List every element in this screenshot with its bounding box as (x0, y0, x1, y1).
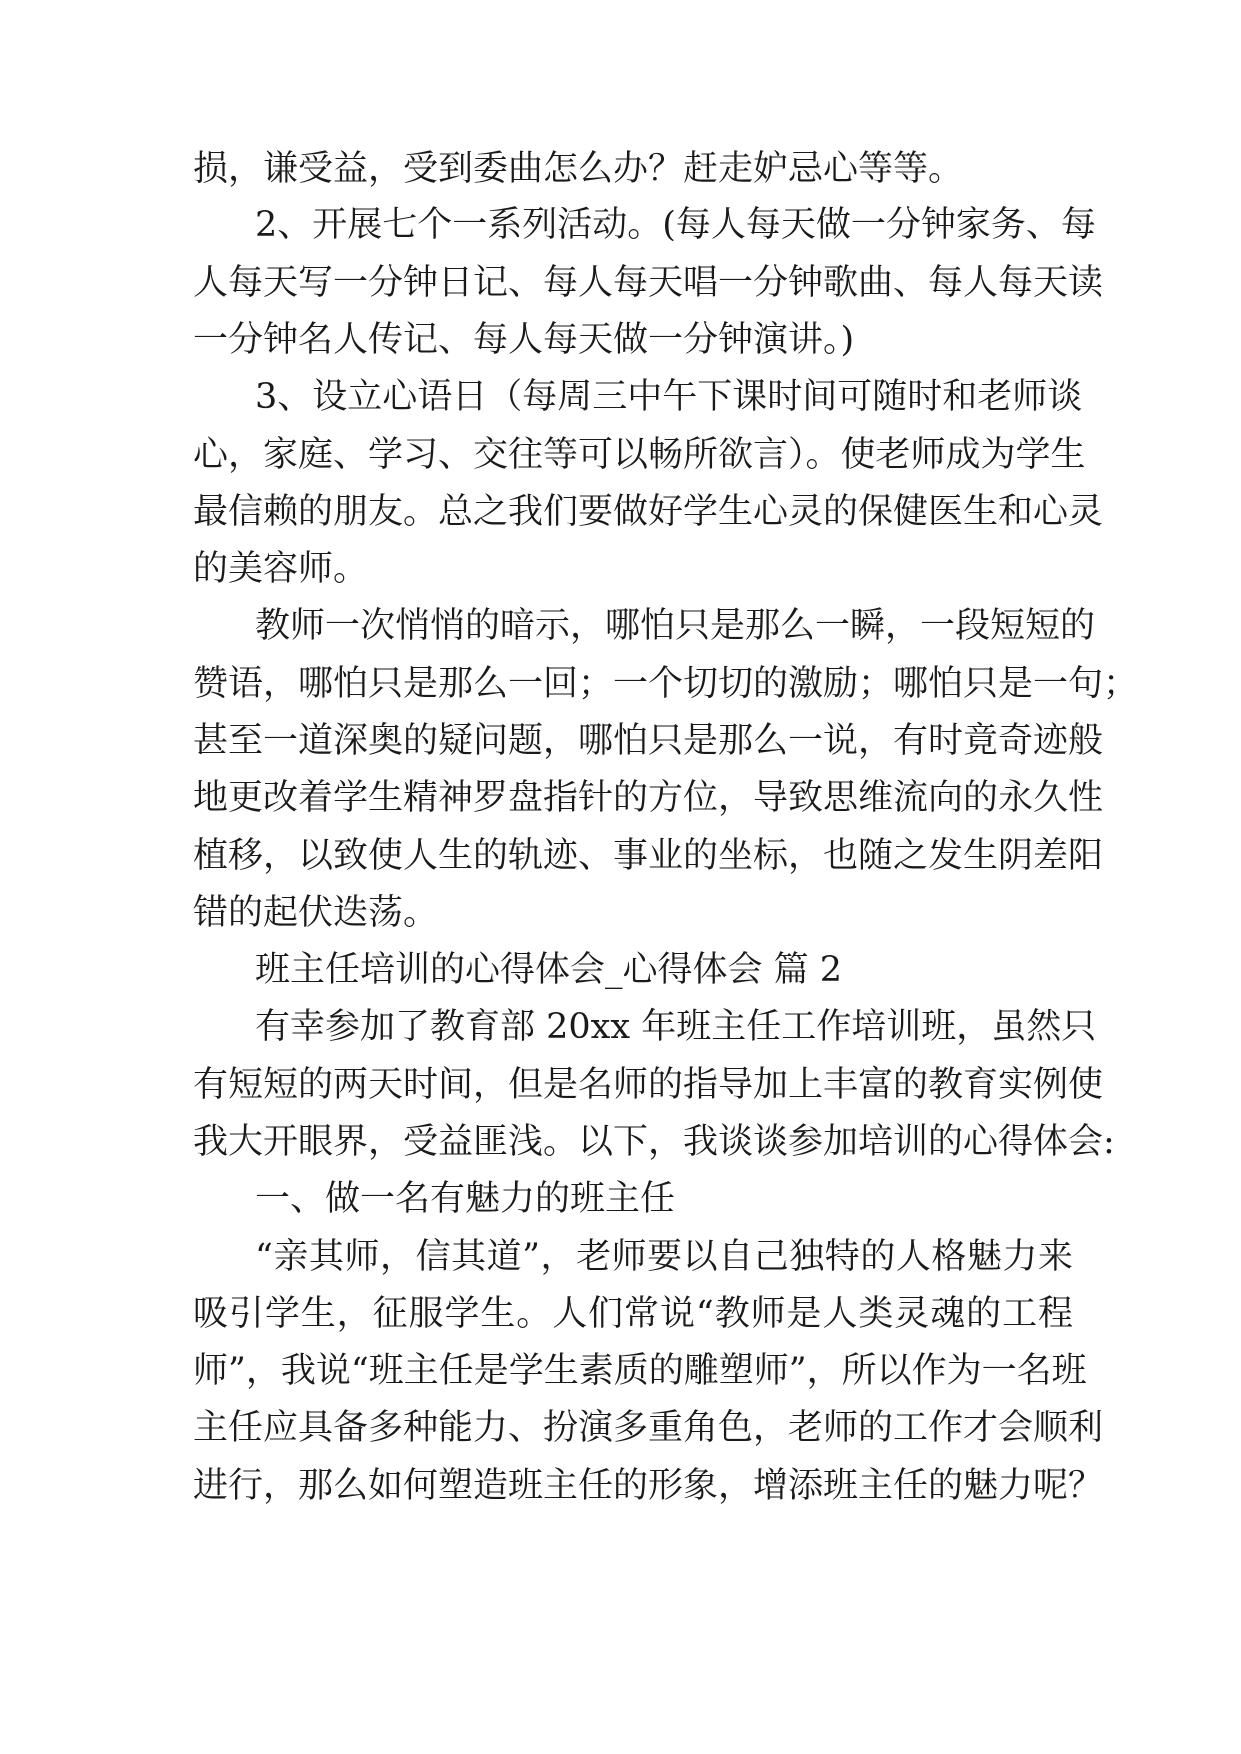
paragraph-line: 进行，那么如何塑造班主任的形象，增添班主任的魅力呢？ (193, 1466, 1104, 1506)
paragraph-line: 人每天写一分钟日记、每人每天唱一分钟歌曲、每人每天读 (193, 263, 1104, 303)
paragraph-line: 师”，我说“班主任是学生素质的雕塑师”，所以作为一名班 (193, 1351, 1087, 1391)
paragraph-line: 赞语，哪怕只是那么一回；一个切切的激励；哪怕只是一句； (193, 664, 1139, 704)
section-heading: 班主任培训的心得体会_心得体会 篇 2 (255, 950, 843, 990)
paragraph-line: 教师一次悄悄的暗示，哪怕只是那么一瞬，一段短短的 (255, 606, 1096, 646)
paragraph-line: 吸引学生，征服学生。人们常说“教师是人类灵魂的工程 (193, 1294, 1073, 1334)
paragraph-line: “亲其师，信其道”，老师要以自己独特的人格魅力来 (255, 1237, 1073, 1277)
paragraph-line: 2、开展七个一系列活动。(每人每天做一分钟家务、每 (255, 205, 1096, 245)
paragraph-line: 最信赖的朋友。总之我们要做好学生心灵的保健医生和心灵 (193, 492, 1104, 532)
paragraph-line: 3、设立心语日（每周三中午下课时间可随时和老师谈 (255, 377, 1083, 417)
paragraph-line: 损，谦受益，受到委曲怎么办？赶走妒忌心等等。 (193, 149, 964, 189)
paragraph-line: 地更改着学生精神罗盘指针的方位，导致思维流向的永久性 (193, 778, 1104, 818)
paragraph-line: 有短短的两天时间，但是名师的指导加上丰富的教育实例使 (193, 1065, 1104, 1105)
paragraph-line: 我大开眼界，受益匪浅。以下，我谈谈参加培训的心得体会: (193, 1122, 1115, 1162)
paragraph-line: 有幸参加了教育部 20xx 年班主任工作培训班，虽然只 (255, 1007, 1097, 1047)
paragraph-line: 心，家庭、学习、交往等可以畅所欲言）。使老师成为学生 (193, 435, 1086, 475)
paragraph-line: 的美容师。 (193, 549, 369, 589)
paragraph-line: 主任应具备多种能力、扮演多重角色，老师的工作才会顺利 (193, 1408, 1104, 1448)
paragraph-line: 甚至一道深奥的疑问题，哪怕只是那么一说，有时竟奇迹般 (193, 721, 1104, 761)
subsection-heading: 一、做一名有魅力的班主任 (255, 1179, 676, 1219)
paragraph-line: 一分钟名人传记、每人每天做一分钟演讲。) (193, 320, 855, 360)
paragraph-line: 错的起伏迭荡。 (193, 893, 439, 933)
paragraph-line: 植移，以致使人生的轨迹、事业的坐标，也随之发生阴差阳 (193, 836, 1104, 876)
